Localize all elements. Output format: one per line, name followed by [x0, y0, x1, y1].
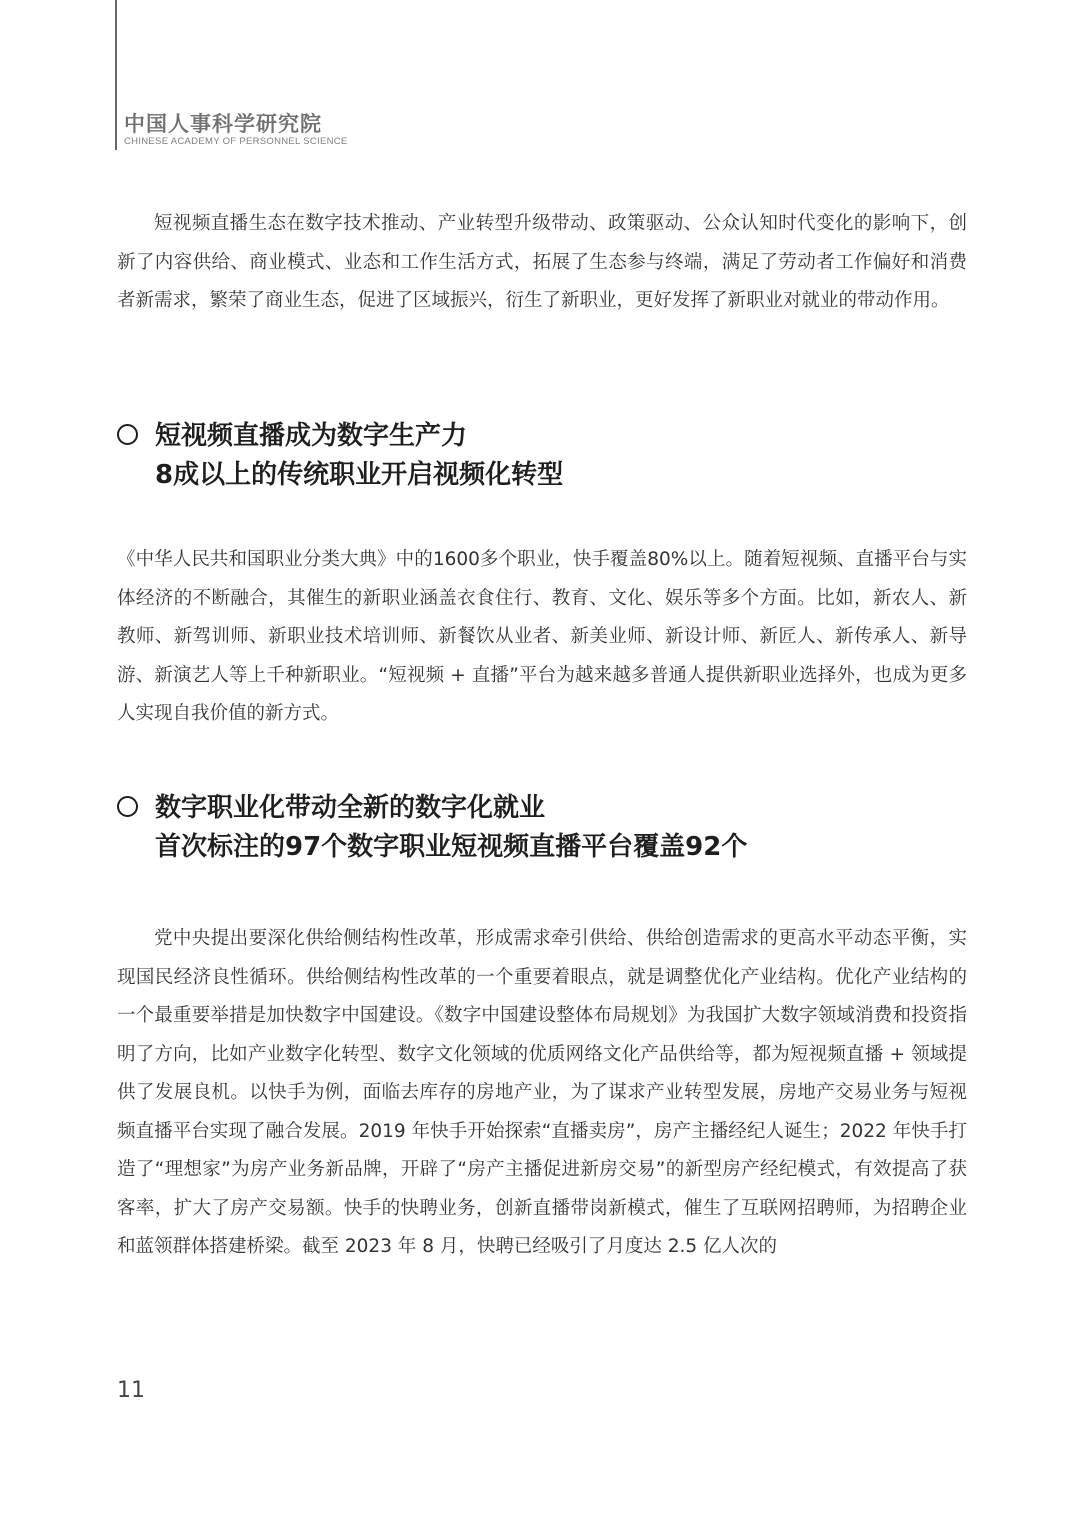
- section1-paragraph: 《中华人民共和国职业分类大典》中的1600多个职业，快手覆盖80%以上。随着短视频、直播平台与实体经济的不断融合，其催生的新职业涵盖衣食住行、教育、文化、娱乐等多个方面。比如，新农人、新教师、新驾训师、新职业技术培训师、新餐饮从业者、新美业师、新设计师、新匠人、新传承人、新导游、新演艺人等上千种新职业。“短视频 + 直播”平台为越来越多普通人提供新职业选择外，也成为更多人实现自我价值的新方式。: [117, 549, 967, 724]
- section2-paragraph: 党中央提出要深化供给侧结构性改革，形成需求牵引供给、供给创造需求的更高水平动态平衡，实现国民经济良性循环。供给侧结构性改革的一个重要着眼点，就是调整优化产业结构。优化产业结构的一个最重要举措是加快数字中国建设。《数字中国建设整体布局规划》为我国扩大数字领域消费和投资指明了方向，比如产业数字化转型、数字文化领域的优质网络文化产品供给等，都为短视频直播 + 领域提供了发展良机。以快手为例，面临去库存的房地产业，为了谋求产业转型发展，房地产交易业务与短视频直播平台实现了融合发展。2019 年快手开始探索“直播卖房”，房产主播经纪人诞生；2022 年快手打造了“理想家”为房产业务新品牌，开辟了“房产主播促进新房交易”的新型房产经纪模式，有效提高了获客率，扩大了房产交易额。快手的快聘业务，创新直播带岗新模式，催生了互联网招聘师，为招聘企业和蓝领群体搭建桥梁。截至 2023 年 8 月，快聘已经吸引了月度达 2.5 亿人次的: [117, 928, 967, 1257]
- section1-heading-line2: 8成以上的传统职业开启视频化转型: [155, 460, 564, 490]
- circle-bullet-icon: [117, 424, 138, 445]
- page-header: [124, 112, 348, 148]
- section1-heading: [117, 417, 977, 495]
- page-number: 11: [117, 1378, 145, 1403]
- section2-heading-line1: 数字职业化带动全新的数字化就业: [155, 793, 546, 823]
- circle-bullet-icon: [117, 796, 138, 817]
- section2-heading-line2: 首次标注的97个数字职业短视频直播平台覆盖92个: [155, 832, 748, 862]
- section1-heading-line1: 短视频直播成为数字生产力: [155, 421, 468, 451]
- org-name-cn: 中国人事科学研究院: [124, 112, 322, 136]
- section2-heading: [117, 789, 977, 867]
- intro-paragraph: 短视频直播生态在数字技术推动、产业转型升级带动、政策驱动、公众认知时代变化的影响下，创新了内容供给、商业模式、业态和工作生活方式，拓展了生态参与终端，满足了劳动者工作偏好和消费者新需求，繁荣了商业生态，促进了区域振兴，衍生了新职业，更好发挥了新职业对就业的带动作用。: [117, 213, 967, 311]
- header-divider-line: [115, 0, 117, 150]
- org-name-en: CHINESE ACADEMY OF PERSONNEL SCIENCE: [124, 136, 348, 147]
